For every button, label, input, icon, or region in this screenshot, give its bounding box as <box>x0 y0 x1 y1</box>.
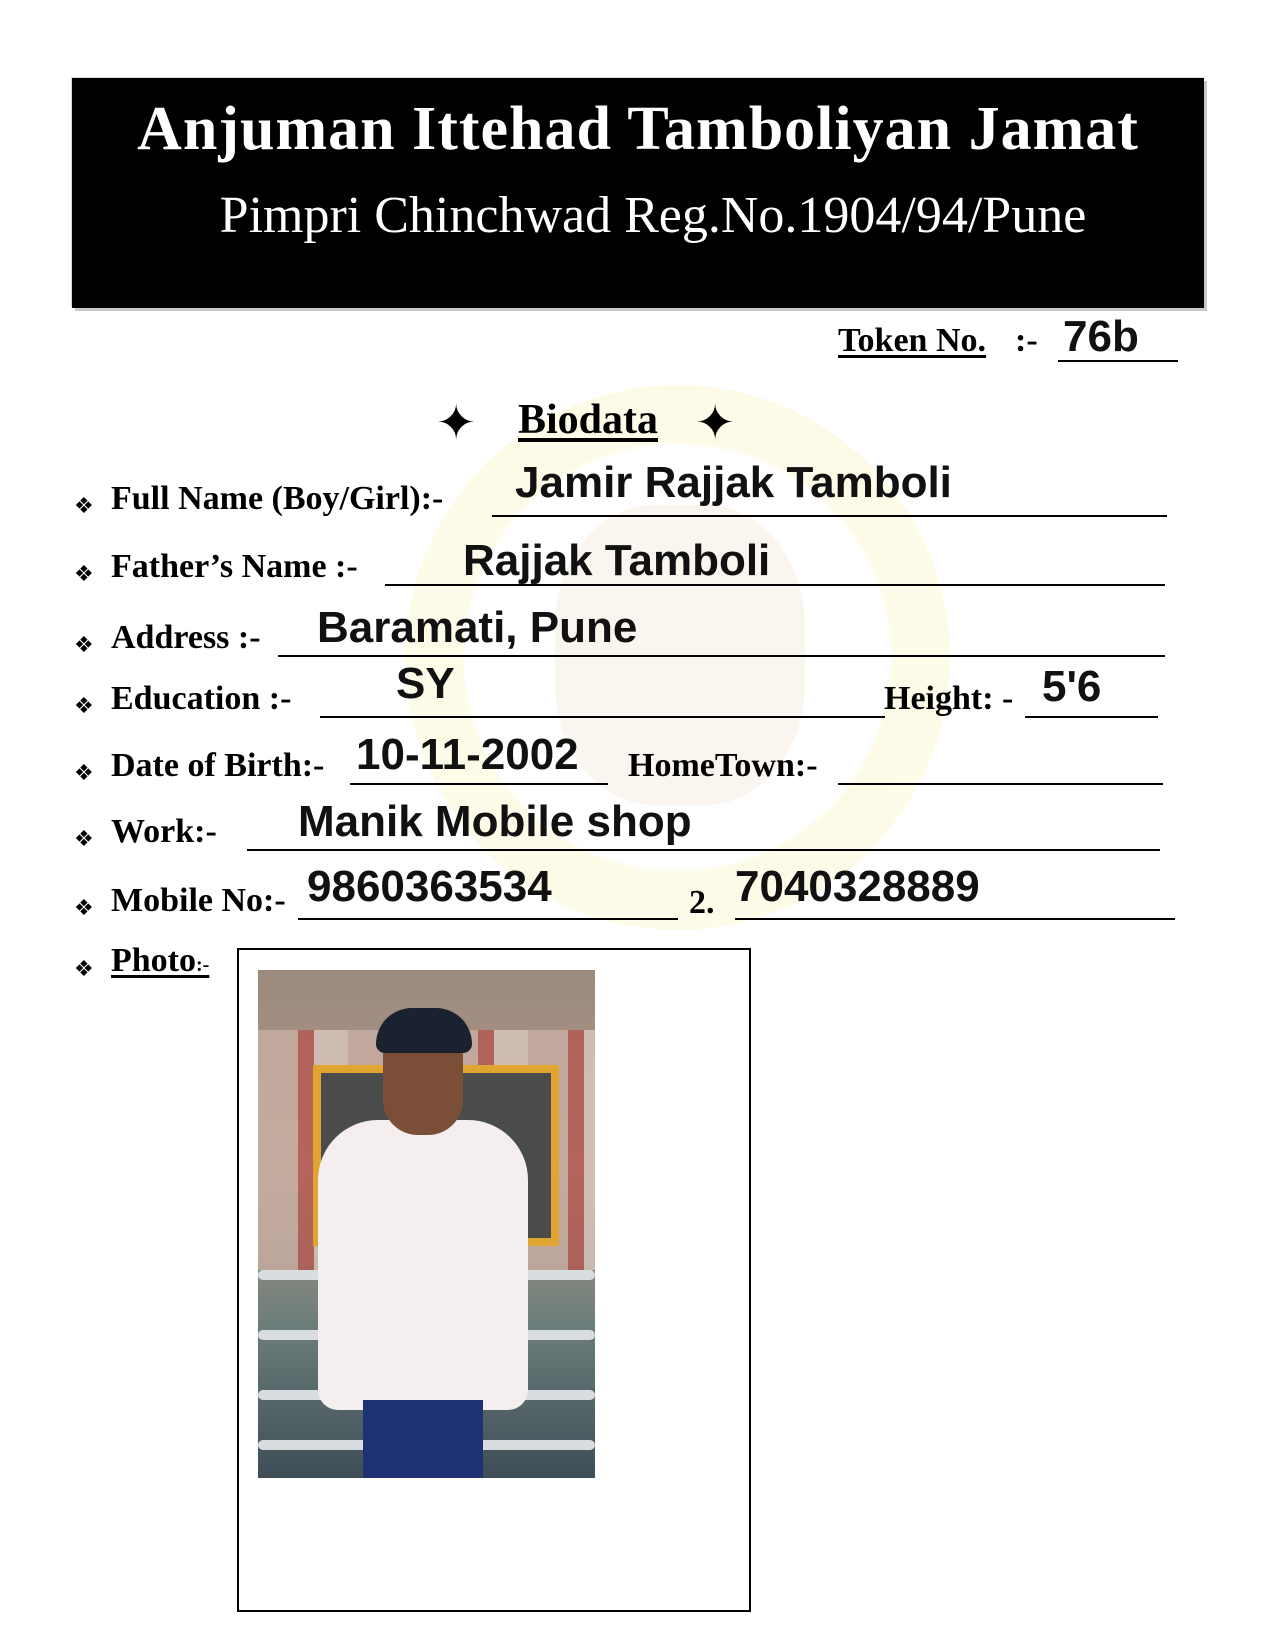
education-value: SY <box>396 659 455 708</box>
bullet-icon: ❖ <box>74 760 94 785</box>
token-value: 76b <box>1063 312 1139 361</box>
hometown-line <box>838 783 1163 785</box>
mobile-2-value: 7040328889 <box>735 862 980 911</box>
bullet-icon: ❖ <box>74 956 94 981</box>
bullet-icon: ❖ <box>74 632 94 657</box>
hometown-label: HomeTown:- <box>628 747 818 784</box>
mobile-value: 9860363534 <box>307 862 552 911</box>
work-value: Manik Mobile shop <box>298 797 692 846</box>
header-banner <box>72 78 1204 308</box>
star-left-icon: ✦ <box>436 397 477 450</box>
mobile-line <box>298 918 678 920</box>
height-label: Height: - <box>884 680 1014 717</box>
token-line <box>1058 360 1178 362</box>
work-label: Work:- <box>111 813 217 850</box>
education-label: Education :- <box>111 680 292 717</box>
address-value: Baramati, Pune <box>317 603 638 652</box>
photo-label: Photo:- <box>111 942 210 979</box>
registration-number: Pimpri Chinchwad Reg.No.1904/94/Pune <box>219 187 1087 244</box>
full-name-label: Full Name (Boy/Girl):- <box>111 480 444 517</box>
bullet-icon: ❖ <box>74 561 94 586</box>
education-line <box>320 716 885 718</box>
father-name-value: Rajjak Tamboli <box>463 536 771 585</box>
bullet-icon: ❖ <box>74 895 94 920</box>
father-name-line <box>385 584 1165 586</box>
bullet-icon: ❖ <box>74 493 94 518</box>
profile-photo <box>258 970 595 1478</box>
address-label: Address :- <box>111 619 261 656</box>
star-right-icon: ✦ <box>695 397 736 450</box>
bullet-icon: ❖ <box>74 826 94 851</box>
mobile-2-line <box>735 918 1175 920</box>
work-line <box>247 849 1160 851</box>
mobile-label: Mobile No:- <box>111 882 286 919</box>
organization-name: Anjuman Ittehad Tamboliyan Jamat <box>137 95 1139 163</box>
dob-label: Date of Birth:- <box>111 747 325 784</box>
height-value: 5'6 <box>1042 662 1102 711</box>
dob-value: 10-11-2002 <box>356 730 579 779</box>
page-title: Biodata <box>518 397 659 443</box>
full-name-line <box>492 515 1167 517</box>
full-name-value: Jamir Rajjak Tamboli <box>515 458 952 507</box>
father-name-label: Father’s Name :- <box>111 548 358 585</box>
height-line <box>1025 716 1158 718</box>
address-line <box>278 655 1165 657</box>
bullet-icon: ❖ <box>74 693 94 718</box>
token-label: Token No. <box>838 322 987 359</box>
token-separator: :- <box>1015 322 1038 359</box>
dob-line <box>350 783 608 785</box>
mobile-2-label: 2. <box>689 884 715 921</box>
